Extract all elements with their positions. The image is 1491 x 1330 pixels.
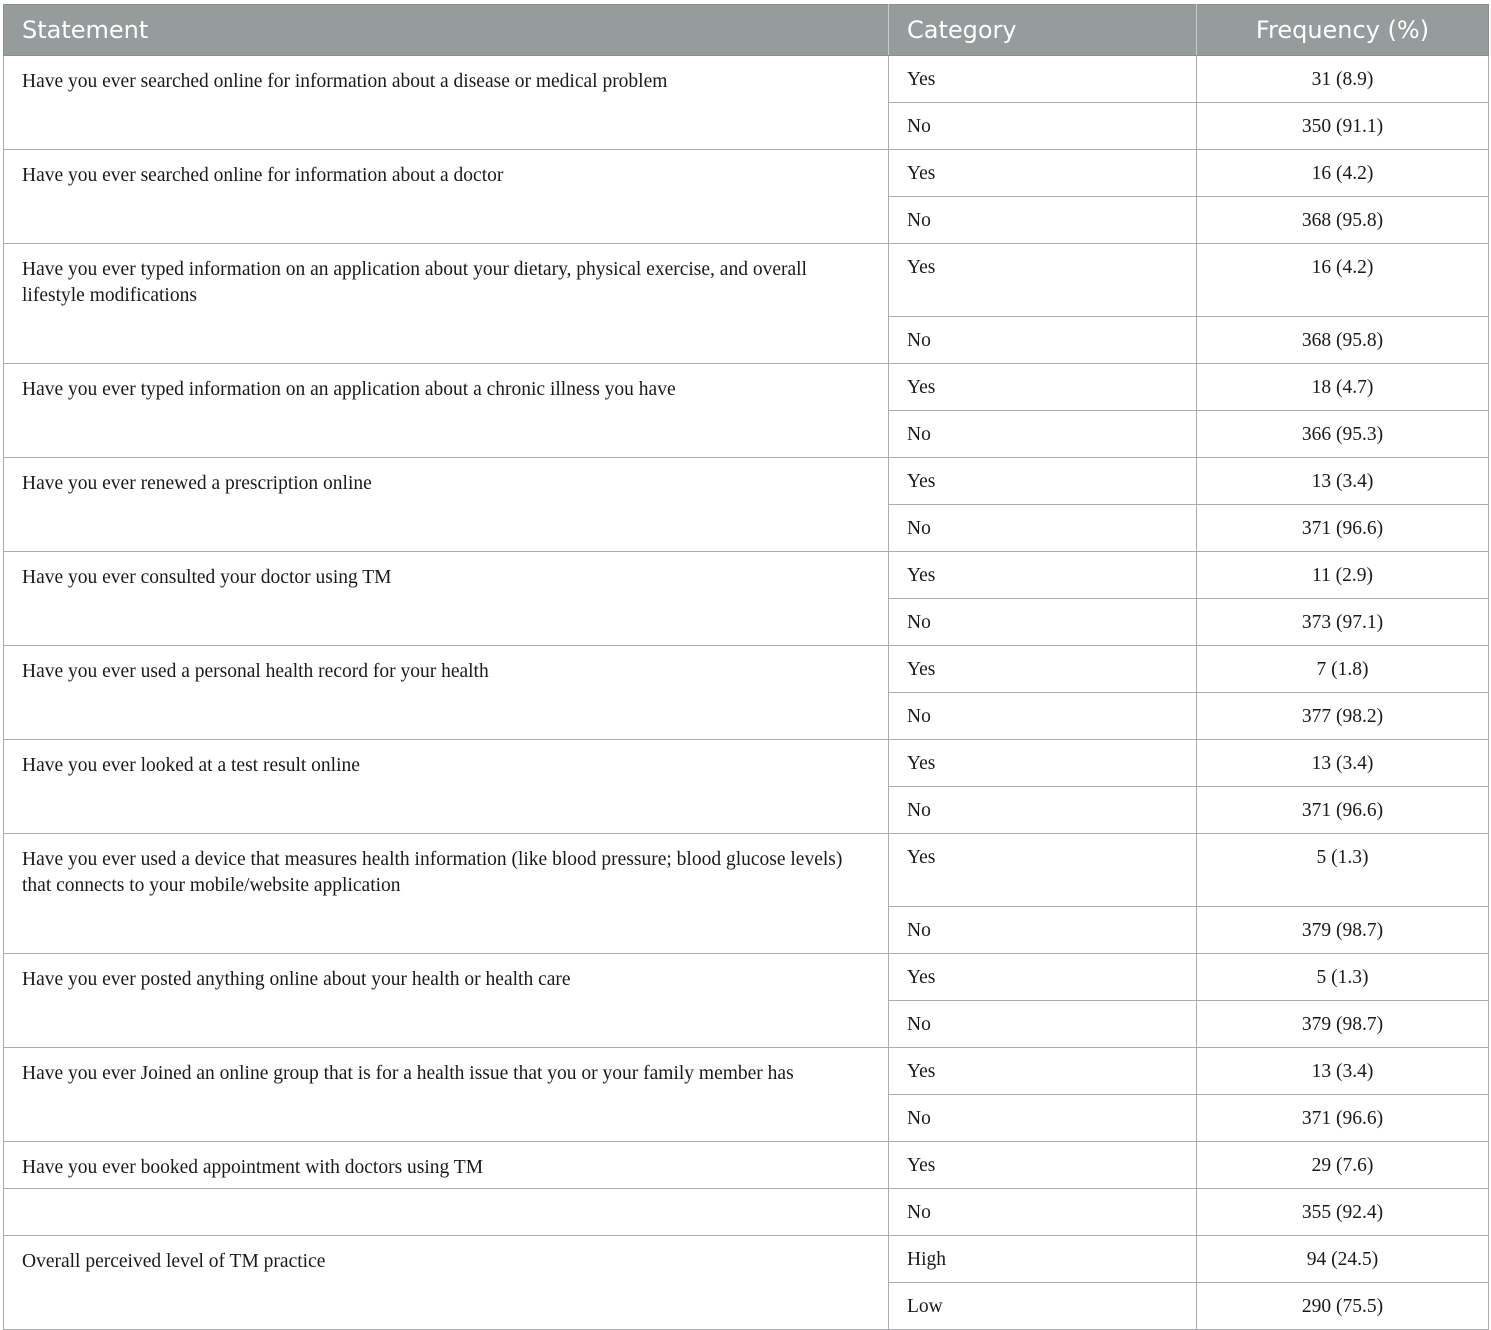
table-row <box>4 150 1489 197</box>
statement-cell: Have you ever searched online for information about a doctor <box>4 150 889 244</box>
practice-table <box>3 4 1489 1330</box>
table-row <box>4 244 1489 317</box>
frequency-cell: 5 (1.3) <box>1197 954 1489 1001</box>
frequency-cell: 377 (98.2) <box>1197 693 1489 740</box>
frequency-cell: 366 (95.3) <box>1197 411 1489 458</box>
category-cell: No <box>889 1189 1197 1236</box>
frequency-cell: 379 (98.7) <box>1197 1001 1489 1048</box>
category-cell: No <box>889 787 1197 834</box>
table-row <box>4 1236 1489 1283</box>
category-cell: Yes <box>889 552 1197 599</box>
statement-cell: Have you ever booked appointment with doctors using TM <box>4 1142 889 1189</box>
table-row <box>4 1189 1489 1236</box>
frequency-cell: 371 (96.6) <box>1197 505 1489 552</box>
category-cell: Yes <box>889 150 1197 197</box>
frequency-cell: 7 (1.8) <box>1197 646 1489 693</box>
statement-cell: Have you ever consulted your doctor using TM <box>4 552 889 646</box>
category-cell: Yes <box>889 1142 1197 1189</box>
category-cell: Yes <box>889 244 1197 317</box>
header-category: Category <box>889 5 1197 56</box>
frequency-cell: 368 (95.8) <box>1197 197 1489 244</box>
frequency-cell: 16 (4.2) <box>1197 244 1489 317</box>
frequency-cell: 13 (3.4) <box>1197 458 1489 505</box>
frequency-cell: 371 (96.6) <box>1197 787 1489 834</box>
frequency-cell: 355 (92.4) <box>1197 1189 1489 1236</box>
frequency-cell: 368 (95.8) <box>1197 317 1489 364</box>
table-row <box>4 834 1489 907</box>
table-row <box>4 1048 1489 1095</box>
category-cell: Yes <box>889 1048 1197 1095</box>
category-cell: Low <box>889 1283 1197 1330</box>
category-cell: No <box>889 505 1197 552</box>
table-row <box>4 1142 1489 1189</box>
frequency-cell: 371 (96.6) <box>1197 1095 1489 1142</box>
category-cell: Yes <box>889 646 1197 693</box>
category-cell: No <box>889 599 1197 646</box>
frequency-cell: 29 (7.6) <box>1197 1142 1489 1189</box>
category-cell: No <box>889 1001 1197 1048</box>
header-frequency: Frequency (%) <box>1197 5 1489 56</box>
category-cell: No <box>889 693 1197 740</box>
frequency-cell: 16 (4.2) <box>1197 150 1489 197</box>
statement-cell: Have you ever looked at a test result online <box>4 740 889 834</box>
table-row <box>4 954 1489 1001</box>
category-cell: Yes <box>889 954 1197 1001</box>
table-row <box>4 364 1489 411</box>
category-cell: Yes <box>889 458 1197 505</box>
frequency-cell: 13 (3.4) <box>1197 1048 1489 1095</box>
frequency-cell: 11 (2.9) <box>1197 552 1489 599</box>
statement-cell-empty <box>4 1189 889 1236</box>
statement-cell: Overall perceived level of TM practice <box>4 1236 889 1330</box>
statement-cell: Have you ever used a device that measures health information (like blood pressure; blood glucose levels) that connects to your mobile/website application <box>4 834 889 954</box>
category-cell: No <box>889 411 1197 458</box>
category-cell: Yes <box>889 364 1197 411</box>
frequency-cell: 5 (1.3) <box>1197 834 1489 907</box>
category-cell: Yes <box>889 56 1197 103</box>
statement-cell: Have you ever typed information on an application about your dietary, physical exercise, and overall lifestyle modifications <box>4 244 889 364</box>
table-row <box>4 552 1489 599</box>
statement-cell: Have you ever used a personal health record for your health <box>4 646 889 740</box>
frequency-cell: 94 (24.5) <box>1197 1236 1489 1283</box>
table-row <box>4 458 1489 505</box>
frequency-cell: 379 (98.7) <box>1197 907 1489 954</box>
statement-cell: Have you ever Joined an online group that is for a health issue that you or your family member has <box>4 1048 889 1142</box>
table-row <box>4 56 1489 103</box>
statement-cell: Have you ever renewed a prescription online <box>4 458 889 552</box>
table-row <box>4 740 1489 787</box>
statement-cell: Have you ever typed information on an application about a chronic illness you have <box>4 364 889 458</box>
category-cell: No <box>889 1095 1197 1142</box>
frequency-cell: 373 (97.1) <box>1197 599 1489 646</box>
frequency-cell: 290 (75.5) <box>1197 1283 1489 1330</box>
header-statement: Statement <box>4 5 889 56</box>
statement-cell: Have you ever searched online for information about a disease or medical problem <box>4 56 889 150</box>
frequency-cell: 18 (4.7) <box>1197 364 1489 411</box>
category-cell: No <box>889 103 1197 150</box>
frequency-cell: 13 (3.4) <box>1197 740 1489 787</box>
category-cell: Yes <box>889 740 1197 787</box>
table-row <box>4 646 1489 693</box>
category-cell: No <box>889 907 1197 954</box>
category-cell: Yes <box>889 834 1197 907</box>
category-cell: No <box>889 197 1197 244</box>
header-row <box>4 5 1489 56</box>
category-cell: No <box>889 317 1197 364</box>
category-cell: High <box>889 1236 1197 1283</box>
frequency-cell: 350 (91.1) <box>1197 103 1489 150</box>
frequency-cell: 31 (8.9) <box>1197 56 1489 103</box>
statement-cell: Have you ever posted anything online about your health or health care <box>4 954 889 1048</box>
